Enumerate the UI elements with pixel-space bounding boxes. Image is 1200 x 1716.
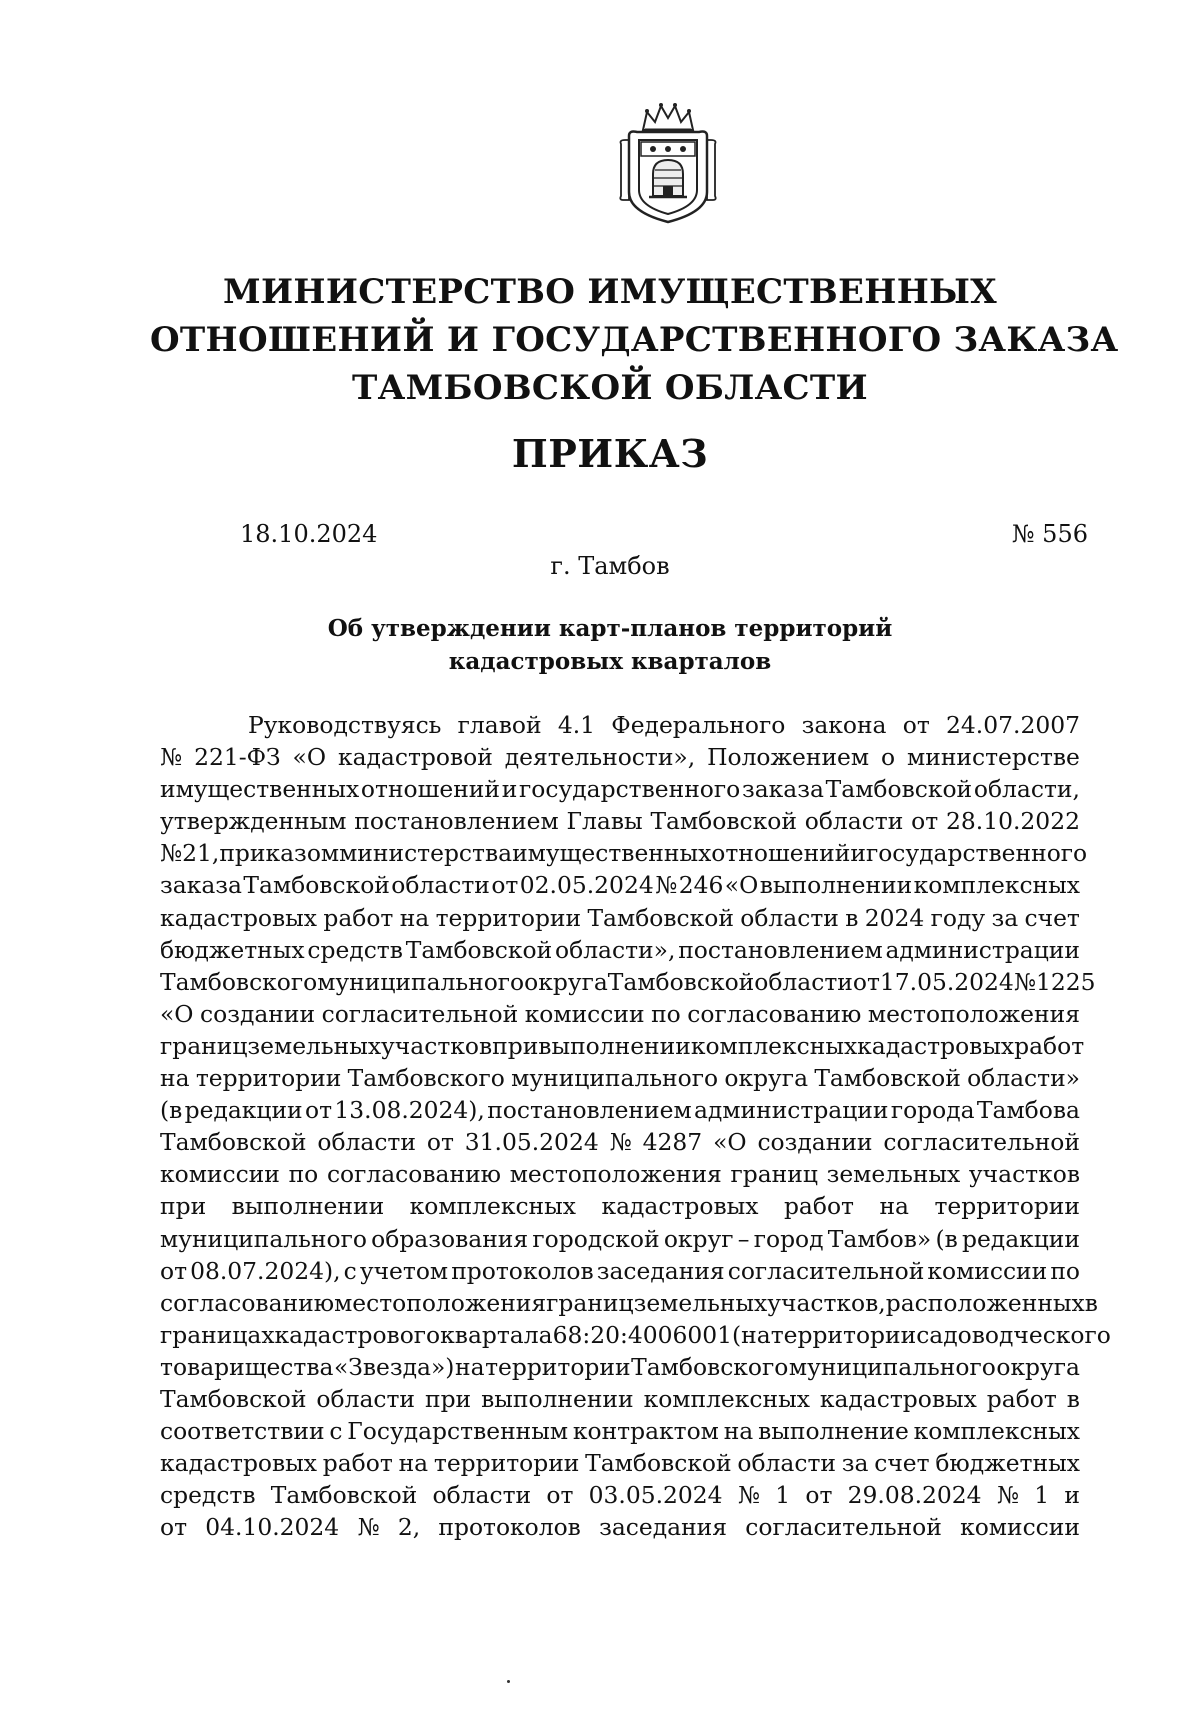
body-word: области bbox=[754, 967, 853, 996]
body-line bbox=[160, 1415, 1080, 1447]
body-word: от bbox=[426, 1128, 454, 1157]
body-word: образования bbox=[371, 1224, 529, 1253]
body-word: и bbox=[850, 839, 866, 868]
document-city: г. Тамбов bbox=[550, 552, 670, 580]
body-word: местоположения bbox=[509, 1160, 722, 1189]
body-line bbox=[160, 805, 1080, 837]
body-word: согласительной bbox=[727, 1256, 925, 1285]
body-word: Тамбовского bbox=[160, 967, 318, 996]
body-word: участков bbox=[381, 1031, 493, 1060]
body-word: расположенных bbox=[885, 1288, 1085, 1317]
body-word: территории bbox=[433, 1449, 580, 1478]
body-word: 08.07.2024), bbox=[190, 1256, 341, 1285]
document-type: ПРИКАЗ bbox=[511, 431, 709, 476]
body-word: 17.05.2024 bbox=[879, 967, 1014, 996]
body-line bbox=[160, 966, 1096, 998]
body-word: постановлением bbox=[487, 1096, 692, 1125]
ministry-name-line: МИНИСТЕРСТВО ИМУЩЕСТВЕННЫХ bbox=[223, 272, 997, 312]
body-word: согласованию bbox=[160, 1288, 335, 1317]
body-word: с bbox=[329, 1417, 343, 1446]
body-word: выполнение bbox=[758, 1417, 909, 1446]
body-word: муниципального bbox=[160, 1224, 367, 1253]
body-word: города bbox=[890, 1096, 975, 1125]
body-word: на bbox=[399, 903, 430, 932]
body-word: Тамбов» bbox=[827, 1224, 932, 1253]
body-word: муниципального bbox=[317, 967, 525, 996]
body-word: от bbox=[305, 1096, 333, 1125]
document-body bbox=[160, 709, 1111, 1543]
body-word: согласительной bbox=[883, 1128, 1080, 1157]
body-word: 21, bbox=[182, 839, 220, 868]
body-word: квартала bbox=[440, 1320, 553, 1349]
body-word: имущественных bbox=[512, 839, 712, 868]
body-word: 68:20:4006001 bbox=[552, 1320, 733, 1349]
body-word: государственного bbox=[865, 839, 1088, 868]
body-word: согласительной bbox=[745, 1513, 942, 1542]
body-line bbox=[160, 902, 1080, 934]
body-word: 1 bbox=[775, 1481, 791, 1510]
body-word: Государственным bbox=[347, 1417, 569, 1446]
body-word: Руководствуясь bbox=[248, 711, 442, 739]
body-word: бюджетных bbox=[160, 935, 305, 964]
body-word: области, bbox=[973, 775, 1080, 804]
body-line bbox=[160, 1479, 1080, 1511]
body-word: области bbox=[391, 871, 490, 900]
body-word: министерства bbox=[339, 839, 513, 868]
body-word: счет bbox=[874, 1449, 930, 1478]
body-word: Тамбовской bbox=[650, 807, 797, 836]
body-word: 03.05.2024 bbox=[588, 1481, 723, 1510]
body-word: Тамбовской bbox=[585, 1449, 732, 1478]
body-word: кадастрового bbox=[274, 1320, 441, 1349]
body-word: местоположения bbox=[334, 1288, 547, 1317]
body-line bbox=[160, 1158, 1080, 1190]
body-word: комиссии bbox=[960, 1513, 1080, 1542]
body-word: от bbox=[160, 1256, 188, 1285]
body-word: области bbox=[316, 1384, 416, 1413]
body-word: кадастровых bbox=[601, 1192, 759, 1221]
body-word: город bbox=[753, 1224, 824, 1253]
body-word: выполнении bbox=[231, 1192, 385, 1221]
body-word: 2, bbox=[397, 1513, 421, 1542]
body-word: «Звезда») bbox=[334, 1352, 455, 1381]
body-word: территории bbox=[770, 1320, 917, 1349]
body-line bbox=[160, 869, 1080, 901]
body-word: от bbox=[805, 1481, 833, 1510]
body-word: создании bbox=[757, 1128, 873, 1157]
body-word: земельных bbox=[247, 1031, 382, 1060]
body-word: земельных bbox=[826, 1160, 961, 1189]
body-line bbox=[160, 1255, 1080, 1287]
body-word: № bbox=[996, 1481, 1019, 1510]
body-word: в bbox=[1066, 1384, 1080, 1413]
body-word: средств bbox=[307, 935, 403, 964]
body-word: согласованию bbox=[687, 999, 862, 1028]
body-word: заказа bbox=[160, 871, 242, 900]
body-word: за bbox=[991, 903, 1019, 932]
body-word: Тамбовской bbox=[607, 967, 755, 996]
body-word: № bbox=[1013, 967, 1036, 996]
body-word: главой bbox=[457, 711, 542, 739]
body-word: местоположения bbox=[867, 999, 1080, 1028]
body-word: кадастровых bbox=[160, 903, 317, 932]
body-word: приказом bbox=[219, 839, 340, 868]
body-word: 02.05.2024 bbox=[519, 871, 654, 900]
body-word: 04.10.2024 bbox=[205, 1513, 340, 1542]
body-line bbox=[160, 1030, 1085, 1062]
body-line bbox=[160, 773, 1080, 805]
body-word: администрации bbox=[885, 935, 1080, 964]
ministry-name-line: ТАМБОВСКОЙ ОБЛАСТИ bbox=[352, 368, 868, 408]
body-word: участков, bbox=[767, 1288, 886, 1317]
body-word: деятельности», bbox=[504, 743, 696, 772]
body-word: 1225 bbox=[1035, 967, 1096, 996]
body-word: при bbox=[492, 1031, 539, 1060]
body-word: Тамбова bbox=[976, 1096, 1080, 1125]
body-word: кадастровых bbox=[857, 1031, 1015, 1060]
body-word: 31.05.2024 bbox=[464, 1128, 599, 1157]
body-word: № bbox=[160, 839, 183, 868]
body-line bbox=[160, 1511, 1080, 1543]
body-line bbox=[160, 1094, 1080, 1126]
body-line bbox=[160, 1190, 1080, 1222]
body-word: земельных bbox=[633, 1288, 768, 1317]
scan-speck bbox=[507, 1680, 510, 1683]
body-word: Главы bbox=[566, 807, 643, 836]
subject-line: кадастровых кварталов bbox=[448, 648, 772, 675]
body-word: в bbox=[1084, 1288, 1098, 1317]
body-word: округа bbox=[996, 1352, 1080, 1381]
body-word: комиссии bbox=[160, 1160, 280, 1189]
body-word: согласительной bbox=[321, 999, 519, 1028]
body-word: «О bbox=[724, 871, 759, 900]
body-word: согласованию bbox=[326, 1160, 502, 1189]
body-word: «О bbox=[292, 743, 327, 772]
body-word: заседания bbox=[599, 1513, 728, 1542]
body-word: отношений bbox=[711, 839, 851, 868]
body-word: области» bbox=[967, 1064, 1080, 1093]
body-word: комплексных bbox=[690, 1031, 858, 1060]
body-word: администрации bbox=[693, 1096, 889, 1125]
body-word: (на bbox=[732, 1320, 771, 1349]
body-word: в bbox=[845, 903, 859, 932]
body-word: области», bbox=[555, 935, 676, 964]
body-word: Тамбовского bbox=[347, 1064, 505, 1093]
body-word: работ bbox=[783, 1192, 854, 1221]
body-word: работ bbox=[986, 1384, 1057, 1413]
body-line bbox=[160, 1383, 1080, 1415]
body-line bbox=[160, 1062, 1080, 1094]
body-word: Тамбовской bbox=[160, 1384, 307, 1413]
body-word: садоводческого bbox=[916, 1320, 1111, 1349]
body-word: Тамбовской bbox=[160, 1128, 307, 1157]
body-word: границ bbox=[546, 1288, 634, 1317]
body-line bbox=[160, 1351, 1080, 1383]
body-word: счет bbox=[1024, 903, 1080, 932]
body-word: территории bbox=[195, 1064, 342, 1093]
body-word: 4287 bbox=[642, 1128, 703, 1157]
body-word: области bbox=[737, 1449, 836, 1478]
body-word: участков bbox=[968, 1160, 1080, 1189]
body-line bbox=[160, 1126, 1080, 1158]
body-word: территории bbox=[435, 903, 582, 932]
body-word: от bbox=[911, 807, 939, 836]
body-line bbox=[160, 1287, 1098, 1319]
body-word: выполнении bbox=[481, 1384, 634, 1413]
body-word: за bbox=[841, 1449, 869, 1478]
body-word: «О bbox=[160, 999, 194, 1028]
body-word: закона bbox=[801, 711, 887, 739]
body-word: от bbox=[852, 967, 880, 996]
ministry-name-line: ОТНОШЕНИЙ И ГОСУДАРСТВЕННОГО ЗАКАЗА bbox=[150, 320, 1119, 360]
document-number: № 556 bbox=[1011, 520, 1088, 548]
body-word: кадастровых bbox=[819, 1384, 977, 1413]
body-word: при bbox=[160, 1192, 207, 1221]
body-word: и bbox=[1064, 1481, 1080, 1510]
document-subject bbox=[150, 612, 1070, 678]
body-word: году bbox=[930, 903, 986, 932]
body-word: имущественных bbox=[160, 775, 360, 804]
body-word: 1 bbox=[1034, 1481, 1050, 1510]
body-word: редакции bbox=[961, 1224, 1080, 1253]
document-date: 18.10.2024 bbox=[240, 520, 378, 548]
body-word: области bbox=[804, 807, 904, 836]
body-line bbox=[160, 1447, 1080, 1479]
body-word: при bbox=[424, 1384, 472, 1413]
body-word: от bbox=[491, 871, 519, 900]
body-word: по bbox=[1050, 1256, 1080, 1285]
body-word: и bbox=[501, 775, 518, 804]
body-word: утвержденным bbox=[160, 807, 347, 836]
body-word: от bbox=[902, 711, 930, 739]
body-line bbox=[160, 998, 1080, 1030]
body-word: 28.10.2022 bbox=[946, 807, 1080, 836]
body-word: границ bbox=[730, 1160, 818, 1189]
body-word: области bbox=[740, 903, 839, 932]
body-word: работ bbox=[323, 903, 394, 932]
body-word: 24.07.2007 bbox=[946, 711, 1080, 739]
body-word: кадастровой bbox=[337, 743, 493, 772]
body-line bbox=[160, 709, 1080, 741]
body-word: протоколов bbox=[451, 1256, 594, 1285]
body-word: по bbox=[651, 999, 681, 1028]
body-line bbox=[160, 837, 1088, 869]
body-word: муниципального bbox=[511, 1064, 719, 1093]
body-word: учетом bbox=[359, 1256, 449, 1285]
body-word: Тамбовской bbox=[825, 775, 973, 804]
body-word: № bbox=[655, 871, 678, 900]
body-word: соответствии bbox=[160, 1417, 325, 1446]
body-word: – bbox=[737, 1224, 750, 1253]
body-word: заседания bbox=[596, 1256, 725, 1285]
body-word: городской bbox=[532, 1224, 660, 1253]
body-word: № bbox=[609, 1128, 632, 1157]
body-word: на bbox=[879, 1192, 909, 1221]
body-word: контрактом bbox=[572, 1417, 719, 1446]
subject-line: Об утверждении карт-планов территорий bbox=[327, 615, 893, 642]
body-word: редакции bbox=[184, 1096, 303, 1125]
body-line bbox=[160, 934, 1080, 966]
body-word: от bbox=[546, 1481, 574, 1510]
body-word: на bbox=[723, 1417, 754, 1446]
body-word: территории bbox=[485, 1352, 631, 1381]
body-word: Тамбовской bbox=[270, 1481, 418, 1510]
body-word: границах bbox=[160, 1320, 275, 1349]
body-word: 29.08.2024 bbox=[847, 1481, 982, 1510]
body-word: протоколов bbox=[438, 1513, 581, 1542]
body-word: от bbox=[160, 1513, 188, 1542]
body-word: выполнении bbox=[538, 1031, 691, 1060]
body-word: бюджетных bbox=[935, 1449, 1080, 1478]
body-word: на bbox=[454, 1352, 485, 1381]
body-word: Тамбовской bbox=[814, 1064, 961, 1093]
body-word: 13.08.2024), bbox=[334, 1096, 485, 1125]
body-word: на bbox=[398, 1449, 429, 1478]
body-line bbox=[160, 1319, 1111, 1351]
body-word: комиссии bbox=[524, 999, 645, 1028]
body-word: комплексных bbox=[409, 1192, 576, 1221]
body-word: комплексных bbox=[913, 871, 1080, 900]
body-word: округа bbox=[724, 1064, 809, 1093]
body-word: комплексных bbox=[643, 1384, 810, 1413]
body-word: с bbox=[343, 1256, 357, 1285]
body-word: комиссии bbox=[927, 1256, 1048, 1285]
coat-of-arms-icon bbox=[615, 100, 721, 226]
body-word: постановлением bbox=[354, 807, 559, 836]
body-word: (в bbox=[935, 1224, 958, 1253]
body-word: Федерального bbox=[611, 711, 786, 739]
body-word: (в bbox=[160, 1096, 183, 1125]
body-word: 4.1 bbox=[557, 711, 596, 739]
body-word: № bbox=[737, 1481, 760, 1510]
body-word: выполнении bbox=[759, 871, 913, 900]
body-word: округа bbox=[524, 967, 608, 996]
body-word: Тамбовской bbox=[587, 903, 734, 932]
body-word: границ bbox=[160, 1031, 248, 1060]
body-word: постановлением bbox=[678, 935, 883, 964]
body-word: «О bbox=[713, 1128, 747, 1157]
body-word: кадастровых bbox=[160, 1449, 317, 1478]
body-word: области bbox=[317, 1128, 416, 1157]
body-word: отношений bbox=[360, 775, 500, 804]
body-word: о bbox=[881, 743, 896, 772]
body-word: государственного bbox=[519, 775, 741, 804]
body-word: № bbox=[160, 743, 183, 772]
body-word: комплексных bbox=[913, 1417, 1080, 1446]
body-word: 246 bbox=[678, 871, 724, 900]
body-word: на bbox=[160, 1064, 190, 1093]
body-word: министерстве bbox=[907, 743, 1080, 772]
body-word: № bbox=[357, 1513, 380, 1542]
body-word: муниципального bbox=[788, 1352, 996, 1381]
body-word: Тамбовской bbox=[243, 871, 390, 900]
body-word: округ bbox=[663, 1224, 734, 1253]
body-line bbox=[160, 741, 1080, 773]
body-word: заказа bbox=[741, 775, 824, 804]
body-word: области bbox=[432, 1481, 532, 1510]
body-word: создании bbox=[200, 999, 316, 1028]
body-word: Положением bbox=[707, 743, 870, 772]
body-word: товарищества bbox=[160, 1352, 334, 1381]
body-word: Тамбовской bbox=[405, 935, 553, 964]
body-word: 221-ФЗ bbox=[194, 743, 281, 772]
body-word: работ bbox=[1014, 1031, 1085, 1060]
body-word: Тамбовского bbox=[631, 1352, 789, 1381]
body-word: территории bbox=[934, 1192, 1080, 1221]
ministry-name bbox=[150, 268, 1119, 412]
body-line bbox=[160, 1223, 1080, 1255]
body-word: по bbox=[288, 1160, 319, 1189]
body-word: работ bbox=[322, 1449, 393, 1478]
body-word: 2024 bbox=[864, 903, 925, 932]
body-word: средств bbox=[160, 1481, 256, 1510]
